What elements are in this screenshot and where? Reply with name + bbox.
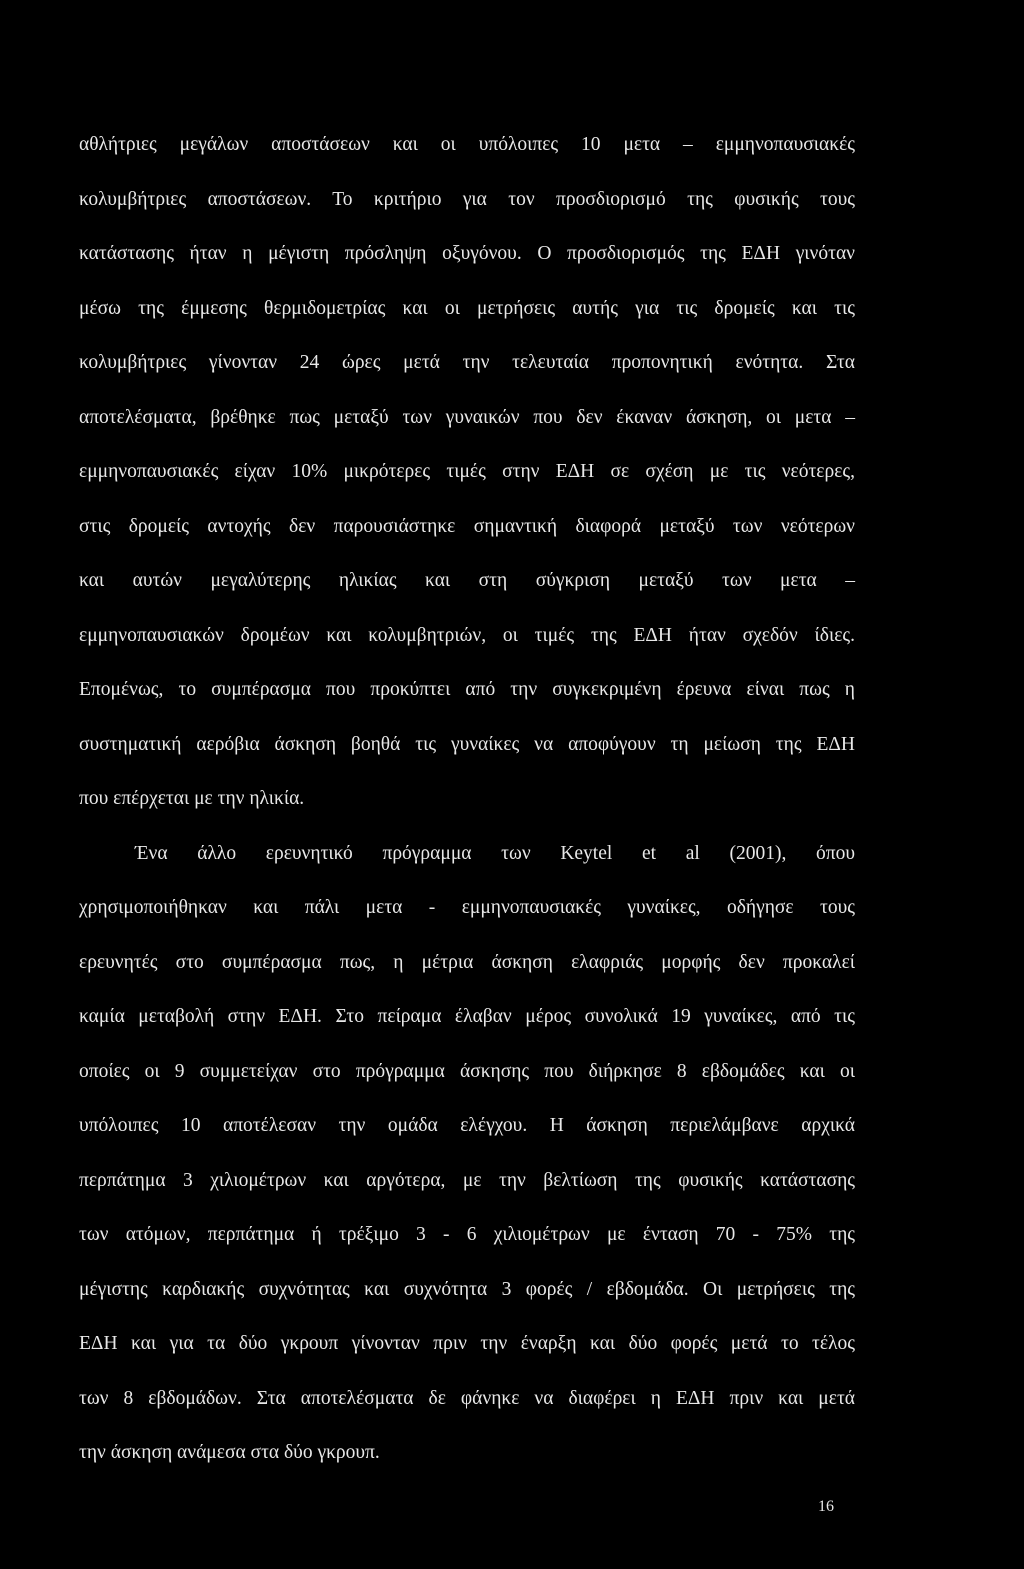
text-line: αθλήτριες μεγάλων αποστάσεων και οι υπόλοιπες 10 μετα – εμμηνοπαυσιακές xyxy=(79,134,855,155)
text-line: που επέρχεται με την ηλικία. xyxy=(79,788,305,809)
text-line: οποίες οι 9 συμμετείχαν στο πρόγραμμα άσκησης που διήρκησε 8 εβδομάδες και οι xyxy=(79,1060,855,1082)
text-line: εμμηνοπαυσιακές είχαν 10% μικρότερες τιμές στην ΕΔΗ σε σχέση με τις νεότερες, xyxy=(79,461,855,482)
text-line: κολυμβήτριες αποστάσεων. Το κριτήριο για τον προσδιορισμό της φυσικής τους xyxy=(79,188,855,210)
text-line: στις δρομείς αντοχής δεν παρουσιάστηκε σημαντική διαφορά μεταξύ των νεότερων xyxy=(79,515,855,537)
text-line: κολυμβήτριες γίνονταν 24 ώρες μετά την τελευταία προπονητική ενότητα. Στα xyxy=(79,352,855,373)
page-number: 16 xyxy=(818,1498,834,1515)
text-line: υπόλοιπες 10 αποτέλεσαν την ομάδα ελέγχου. Η άσκηση περιελάμβανε αρχικά xyxy=(79,1115,855,1136)
text-line: των ατόμων, περπάτημα ή τρέξιμο 3 - 6 χιλιομέτρων με ένταση 70 - 75% της xyxy=(79,1224,855,1245)
text-line: εμμηνοπαυσιακών δρομέων και κολυμβητριών, οι τιμές της ΕΔΗ ήταν σχεδόν ίδιες. xyxy=(79,624,855,646)
text-line: μέγιστης καρδιακής συχνότητας και συχνότητα 3 φορές / εβδομάδα. Οι μετρήσεις της xyxy=(79,1278,855,1300)
text-line: αποτελέσματα, βρέθηκε πως μεταξύ των γυναικών που δεν έκαναν άσκηση, οι μετα – xyxy=(79,406,855,428)
text-line: χρησιμοποιήθηκαν και πάλι μετα - εμμηνοπαυσιακές γυναίκες, οδήγησε τους xyxy=(79,897,855,918)
text-line: των 8 εβδομάδων. Στα αποτελέσματα δε φάνηκε να διαφέρει η ΕΔΗ πριν και μετά xyxy=(79,1387,855,1409)
document-body xyxy=(79,118,855,1481)
text-line: ερευνητές στο συμπέρασμα πως, η μέτρια άσκηση ελαφριάς μορφής δεν προκαλεί xyxy=(79,951,855,973)
text-line: καμία μεταβολή στην ΕΔΗ. Στο πείραμα έλαβαν μέρος συνολικά 19 γυναίκες, από τις xyxy=(79,1006,855,1027)
text-line: περπάτημα 3 χιλιομέτρων και αργότερα, με την βελτίωση της φυσικής κατάστασης xyxy=(79,1169,855,1191)
text-line: την άσκηση ανάμεσα στα δύο γκρουπ. xyxy=(79,1442,380,1463)
text-line: και αυτών μεγαλύτερης ηλικίας και στη σύγκριση μεταξύ των μετα – xyxy=(79,570,855,591)
text-line: συστηματική αερόβια άσκηση βοηθά τις γυναίκες να αποφύγουν τη μείωση της ΕΔΗ xyxy=(79,733,855,755)
text-line: μέσω της έμμεσης θερμιδομετρίας και οι μετρήσεις αυτής για τις δρομείς και τις xyxy=(79,297,855,319)
text-line: ΕΔΗ και για τα δύο γκρουπ γίνονταν πριν την έναρξη και δύο φορές μετά το τέλος xyxy=(79,1333,855,1354)
text-line: Ένα άλλο ερευνητικό πρόγραμμα των Keytel et al (2001), όπου xyxy=(135,842,855,864)
text-line: κατάστασης ήταν η μέγιστη πρόσληψη οξυγόνου. Ο προσδιορισμός της ΕΔΗ γινόταν xyxy=(79,243,855,264)
text-line: Επομένως, το συμπέρασμα που προκύπτει από την συγκεκριμένη έρευνα είναι πως η xyxy=(79,679,855,700)
